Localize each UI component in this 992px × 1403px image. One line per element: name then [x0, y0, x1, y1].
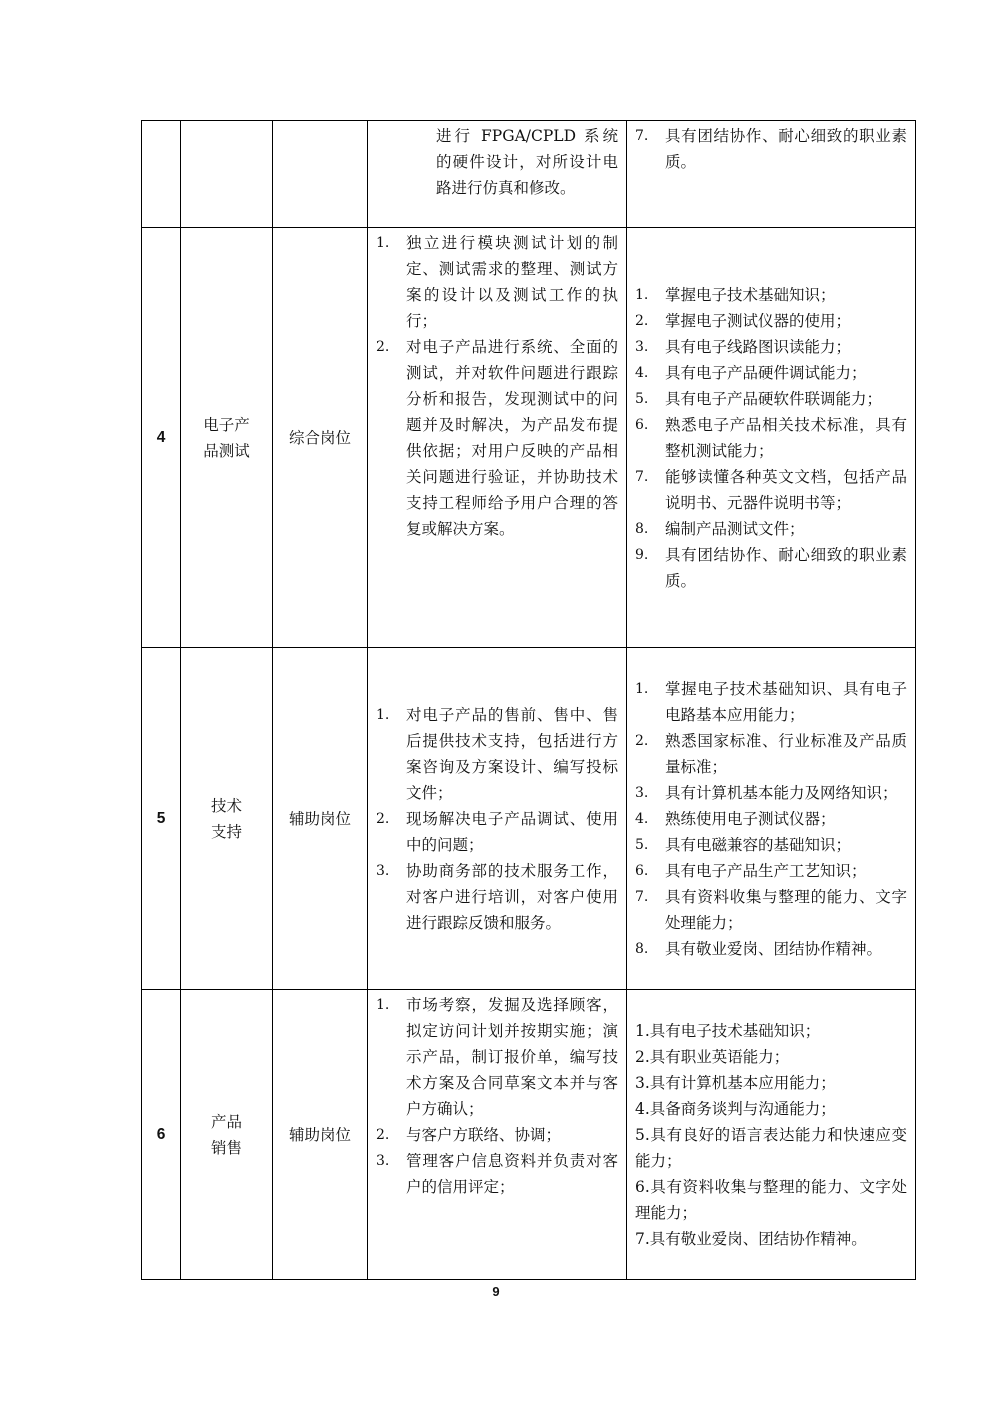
list-item: 4.具备商务谈判与沟通能力；	[635, 1099, 836, 1118]
list-item	[635, 858, 907, 884]
table-row	[142, 121, 916, 228]
item-text: 对电子产品的售前、售中、售后提供技术支持，包括进行方案咨询及方案设计、编写投标文件；	[406, 705, 618, 802]
row-number-cell: 5	[142, 648, 181, 990]
item-number: 3.	[376, 1153, 390, 1169]
list-item: 3.具有计算机基本应用能力；	[635, 1073, 836, 1092]
ability-list	[635, 282, 907, 594]
post-type-cell: 综合岗位	[273, 228, 368, 648]
ability-list	[635, 123, 907, 175]
list-item	[635, 386, 907, 412]
row-number-cell	[142, 121, 181, 228]
post-type-cell: 辅助岗位	[273, 990, 368, 1280]
item-text: 具有电子产品硬件调试能力；	[665, 363, 867, 382]
item-text: 能够读懂各种英文文档，包括产品说明书、元器件说明书等；	[665, 467, 907, 512]
item-number: 3.	[376, 862, 390, 879]
item-number: 2.	[376, 339, 390, 355]
list-item	[376, 1122, 618, 1148]
list-item	[635, 334, 907, 360]
item-number: 4.	[635, 364, 649, 381]
item-number: 6.	[635, 862, 649, 879]
item-text: 编制产品测试文件；	[665, 519, 805, 538]
item-number: 1.	[376, 706, 390, 723]
item-number: 8.	[635, 520, 649, 537]
post-name-line: 销售	[210, 1138, 242, 1157]
post-name-cell	[181, 648, 273, 990]
list-item	[635, 728, 907, 780]
list-item	[635, 936, 907, 962]
list-item	[635, 360, 907, 386]
row-number-cell: 4	[142, 228, 181, 648]
duties-cell	[368, 121, 627, 228]
list-item	[635, 832, 907, 858]
duties-cell	[368, 228, 627, 648]
list-item	[635, 806, 907, 832]
list-item: 6.具有资料收集与整理的能力、文字处理能力；	[635, 1177, 907, 1222]
item-text: 熟悉国家标准、行业标准及产品质量标准；	[665, 731, 907, 776]
list-item	[635, 884, 907, 936]
list-item	[635, 542, 907, 594]
item-text: 具有计算机基本能力及网络知识；	[665, 783, 898, 802]
item-text: 掌握电子测试仪器的使用；	[665, 311, 852, 330]
list-item	[376, 858, 618, 936]
table-row	[142, 990, 916, 1280]
item-text: 与客户方联络、协调；	[406, 1126, 562, 1144]
item-number: 2.	[376, 810, 390, 827]
item-text: 具有电子产品生产工艺知识；	[665, 861, 867, 880]
item-text: 独立进行模块测试计划的制定、测试需求的整理、测试方案的设计以及测试工作的执行；	[406, 234, 618, 330]
list-item	[635, 308, 907, 334]
item-number: 8.	[635, 940, 649, 957]
item-number: 2.	[376, 1127, 390, 1143]
ability-list	[635, 1018, 907, 1252]
list-item: 2.具有职业英语能力；	[635, 1047, 790, 1066]
post-type-cell: 辅助岗位	[273, 648, 368, 990]
post-name-cell	[181, 990, 273, 1280]
item-text: 对电子产品进行系统、全面的测试，并对软件问题进行跟踪分析和报告，发现测试中的问题并及时解决，为产品发布提供依据；对用户反映的产品相关问题进行验证，并协助技术支持工程师给予用户合理的答复或解决方案。	[406, 338, 618, 538]
list-item	[635, 464, 907, 516]
list-item: 5.具有良好的语言表达能力和快速应变能力；	[635, 1125, 907, 1170]
page-number: 9	[492, 1284, 500, 1299]
post-name-line: 技术	[210, 796, 242, 815]
item-text: 管理客户信息资料并负责对客户的信用评定；	[406, 1152, 618, 1196]
item-text: 具有团结协作、耐心细致的职业素质。	[665, 127, 907, 171]
item-text: 协助商务部的技术服务工作，对客户进行培训，对客户使用进行跟踪反馈和服务。	[406, 861, 618, 932]
item-text: 具有资料收集与整理的能力、文字处理能力；	[665, 887, 907, 932]
abilities-cell	[627, 648, 916, 990]
item-text: 熟练使用电子测试仪器；	[665, 809, 836, 828]
post-name-cell	[181, 228, 273, 648]
item-number: 2.	[635, 732, 649, 749]
item-number: 5.	[635, 390, 649, 407]
item-text: 掌握电子技术基础知识、具有电子电路基本应用能力；	[665, 679, 907, 724]
list-item	[635, 780, 907, 806]
list-item	[635, 516, 907, 542]
item-number: 9.	[635, 546, 649, 563]
list-item: 7.具有敬业爱岗、团结协作精神。	[635, 1229, 867, 1248]
item-number: 5.	[635, 836, 649, 853]
duty-list	[376, 702, 618, 936]
item-text: 现场解决电子产品调试、使用中的问题；	[406, 809, 618, 854]
list-item	[635, 676, 907, 728]
list-item	[635, 412, 907, 464]
list-item	[376, 992, 618, 1122]
item-number: 1.	[376, 235, 390, 251]
list-item	[635, 282, 907, 308]
item-text: 市场考察，发掘及选择顾客，拟定访问计划并按期实施；演示产品，制订报价单，编写技术方案及合同草案文本并与客户方确认；	[406, 996, 618, 1118]
list-item	[635, 123, 907, 175]
duties-cell	[368, 648, 627, 990]
duty-list	[376, 992, 618, 1200]
table-row	[142, 228, 916, 648]
item-number: 1.	[635, 680, 649, 697]
item-number: 4.	[635, 810, 649, 827]
item-number: 7.	[635, 128, 649, 144]
list-item	[376, 230, 618, 334]
post-type-cell	[273, 121, 368, 228]
job-table	[141, 120, 916, 1280]
item-text: 熟悉电子产品相关技术标准，具有整机测试能力；	[665, 415, 907, 460]
table-row	[142, 648, 916, 990]
abilities-cell	[627, 121, 916, 228]
item-number: 2.	[635, 312, 649, 329]
item-number: 1.	[376, 997, 390, 1013]
item-number: 7.	[635, 888, 649, 905]
post-name-line: 支持	[210, 822, 242, 841]
item-text: 具有团结协作、耐心细致的职业素质。	[665, 545, 907, 590]
item-number: 3.	[635, 784, 649, 801]
list-item	[376, 702, 618, 806]
post-name-line: 产品	[210, 1112, 242, 1131]
item-number: 3.	[635, 338, 649, 355]
post-name-cell	[181, 121, 273, 228]
post-name-line: 电子产	[203, 415, 250, 434]
item-number: 6.	[635, 416, 649, 433]
list-item	[376, 806, 618, 858]
row-number-cell: 6	[142, 990, 181, 1280]
item-text: 掌握电子技术基础知识；	[665, 285, 836, 304]
item-number: 1.	[635, 286, 649, 303]
abilities-cell	[627, 990, 916, 1280]
item-text: 具有电磁兼容的基础知识；	[665, 835, 852, 854]
duty-continuation-text: 进行 FPGA/CPLD 系统的硬件设计，对所设计电路进行仿真和修改。	[436, 127, 618, 197]
item-text: 具有电子线路图识读能力；	[665, 337, 852, 356]
ability-list	[635, 676, 907, 962]
list-item	[376, 1148, 618, 1200]
duty-list	[376, 230, 618, 542]
list-item: 1.具有电子技术基础知识；	[635, 1021, 821, 1040]
post-name-line: 品测试	[203, 441, 250, 460]
item-number: 7.	[635, 468, 649, 485]
item-text: 具有电子产品硬软件联调能力；	[665, 389, 883, 408]
abilities-cell	[627, 228, 916, 648]
item-text: 具有敬业爱岗、团结协作精神。	[665, 939, 883, 958]
list-item	[376, 334, 618, 542]
duties-cell	[368, 990, 627, 1280]
